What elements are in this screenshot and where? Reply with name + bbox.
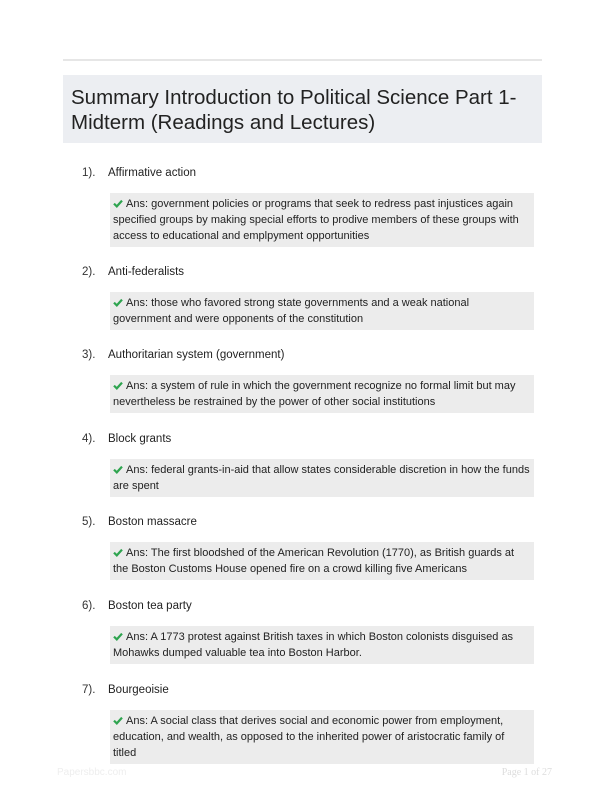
answer-box: [110, 292, 534, 330]
answer-prefix: Ans:: [126, 631, 149, 643]
item-term: Boston tea party: [108, 600, 192, 612]
item-term: Anti-federalists: [108, 266, 185, 278]
item-term: Block grants: [108, 433, 172, 445]
page-number: Page 1 of 27: [501, 767, 552, 778]
item-number: 4).: [82, 433, 96, 445]
item-number: 3).: [82, 349, 96, 361]
answer-box: [110, 542, 534, 580]
answer-box: [110, 193, 534, 247]
title-box: [63, 75, 542, 143]
document-title: Summary Introduction to Political Science Part 1- Midterm (Readings and Lectures): [71, 86, 517, 134]
item-term: Bourgeoisie: [108, 684, 169, 696]
answer-prefix: Ans:: [126, 547, 149, 559]
answer-prefix: Ans:: [126, 297, 149, 309]
check-icon: [113, 716, 123, 725]
item-term: Affirmative action: [108, 167, 196, 179]
item-term: Boston massacre: [108, 516, 197, 528]
answer-box: [110, 710, 534, 764]
check-icon: [113, 465, 123, 474]
answer-text: The first bloodshed of the American Revolution (1770), as British guards at the Boston Customs House opened fire on a crowd killing five Americans: [113, 547, 515, 575]
answer-prefix: Ans:: [126, 464, 149, 476]
item-number: 7).: [82, 684, 96, 696]
answer-text: A 1773 protest against British taxes in which Boston colonists disguised as Mohawks dumped valuable tea into Boston Harbor.: [113, 631, 514, 659]
check-icon: [113, 298, 123, 307]
answer-prefix: Ans:: [126, 380, 149, 392]
answer-box: [110, 375, 534, 413]
item-number: 6).: [82, 600, 96, 612]
item-number: 1).: [82, 167, 96, 179]
answer-prefix: Ans:: [126, 715, 149, 727]
check-icon: [113, 199, 123, 208]
footer-watermark: Papersbbc.com: [57, 767, 127, 778]
answer-text: those who favored strong state governments and a weak national government and were opponents of the constitution: [113, 297, 470, 325]
answer-text: government policies or programs that seek to redress past injustices again specified groups by making special efforts to prodive members of these groups with access to educational and emplpyment opportunities: [113, 198, 519, 242]
answer-text: a system of rule in which the government recognize no formal limit but may nevertheless be restrained by the power of other social institutions: [113, 380, 516, 408]
item-term: Authoritarian system (government): [108, 349, 285, 361]
answer-text: federal grants-in-aid that allow states considerable discretion in how the funds are spent: [113, 464, 530, 492]
check-icon: [113, 632, 123, 641]
answer-box: [110, 459, 534, 497]
answer-prefix: Ans:: [126, 198, 149, 210]
answer-text: A social class that derives social and economic power from employment, education, and wealth, as opposed to the inherited power of aristocratic family of titled: [113, 715, 505, 759]
item-number: 2).: [82, 266, 96, 278]
answer-box: [110, 626, 534, 664]
check-icon: [113, 548, 123, 557]
top-divider: [63, 59, 542, 61]
item-number: 5).: [82, 516, 96, 528]
check-icon: [113, 381, 123, 390]
